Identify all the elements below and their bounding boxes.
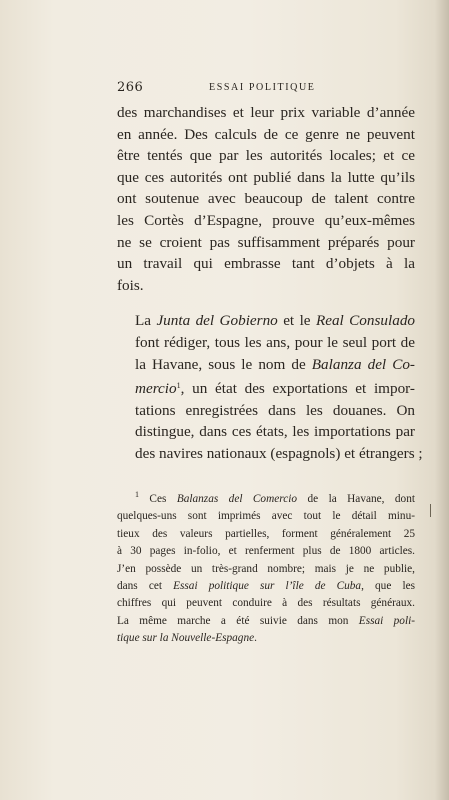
- running-title: ESSAI POLITIQUE: [209, 82, 316, 93]
- main-text: [117, 102, 423, 465]
- text-line: fois.: [117, 276, 144, 294]
- footnote-line: à 30 pages in-folio, et renferment plus de 1800 articles.: [117, 545, 415, 558]
- page-edge-shadow: [435, 0, 449, 800]
- footnote-line: tieux des valeurs partielles, forment généralement 25: [117, 527, 415, 540]
- italic-title: Essai politique sur l’île de Cuba: [173, 580, 362, 593]
- paragraph-1: [117, 102, 415, 296]
- italic-title: mercio: [135, 380, 177, 398]
- italic-title: Essai poli-: [358, 614, 415, 627]
- italic-title: Real Consulado: [315, 312, 416, 330]
- footnote: [117, 486, 415, 648]
- text-line: les Cortès d’Espagne, prouve qu’eux-mêmes: [117, 211, 415, 229]
- text-line: distingue, dans ces états, les importations par: [135, 423, 415, 441]
- margin-mark: [430, 504, 431, 517]
- italic-title: Junta del Gobierno: [156, 312, 278, 330]
- italic-title: Balanzas del Comercio: [176, 493, 298, 505]
- italic-title: tique sur la Nouvelle-Espagne: [117, 632, 255, 645]
- text-line: [117, 310, 415, 332]
- footnote-ref: 1: [176, 381, 181, 391]
- italic-title: Balanza del Co-: [311, 355, 415, 373]
- text-run: , que les: [361, 580, 415, 593]
- footnote-line: [117, 486, 415, 508]
- text-run: dans cet: [117, 580, 174, 593]
- footnote-line: quelques-uns sont imprimés avec tout le détail minu-: [117, 510, 415, 523]
- text-line: [117, 354, 415, 376]
- text-line: tations enregistrées dans les douanes. On: [135, 401, 415, 419]
- text-run: et le: [277, 312, 316, 330]
- footnote-line: [117, 578, 415, 595]
- text-line: que ces autorités ont publié dans la lutte qu’ils: [117, 168, 415, 186]
- text-line: être tentés que par les autorités locales; et ce: [117, 147, 415, 165]
- text-line: ont soutenue avec beaucoup de talent contre: [117, 190, 415, 208]
- text-run: la Havane, sous le nom de: [135, 355, 312, 373]
- text-line: [117, 375, 415, 400]
- text-line: un travail qui embrasse tant d’objets à la: [117, 255, 415, 273]
- text-run: La même marche a été suivie dans mon: [117, 614, 359, 627]
- text-line: en année. Des calculs de ce genre ne peuvent: [117, 125, 415, 143]
- page-header: [117, 80, 417, 100]
- paragraph-2: [117, 310, 423, 464]
- footnote-line: J’en possède un très-grand nombre; mais je ne publie,: [117, 562, 415, 575]
- text-line: des navires nationaux (espagnols) et étrangers ;: [135, 444, 423, 462]
- text-line: des marchandises et leur prix variable d’année: [117, 104, 415, 121]
- text-line: ne se croient pas suffisamment préparés pour: [117, 233, 415, 251]
- footnote-line: [117, 630, 415, 647]
- footnote-line: chiffres qui peuvent conduire à des résultats généraux.: [117, 597, 415, 610]
- text-run: .: [254, 632, 257, 645]
- text-run: , un état des exportations et impor-: [180, 380, 415, 398]
- footnote-line: [117, 613, 415, 630]
- footnote-number: 1: [135, 490, 139, 499]
- text-run: de la Havane, dont: [297, 493, 415, 505]
- page-number: 266: [117, 80, 144, 95]
- text-run: Ces: [139, 493, 177, 505]
- text-run: La: [135, 312, 157, 330]
- text-line: font rédiger, tous les ans, pour le seul port de: [135, 333, 415, 351]
